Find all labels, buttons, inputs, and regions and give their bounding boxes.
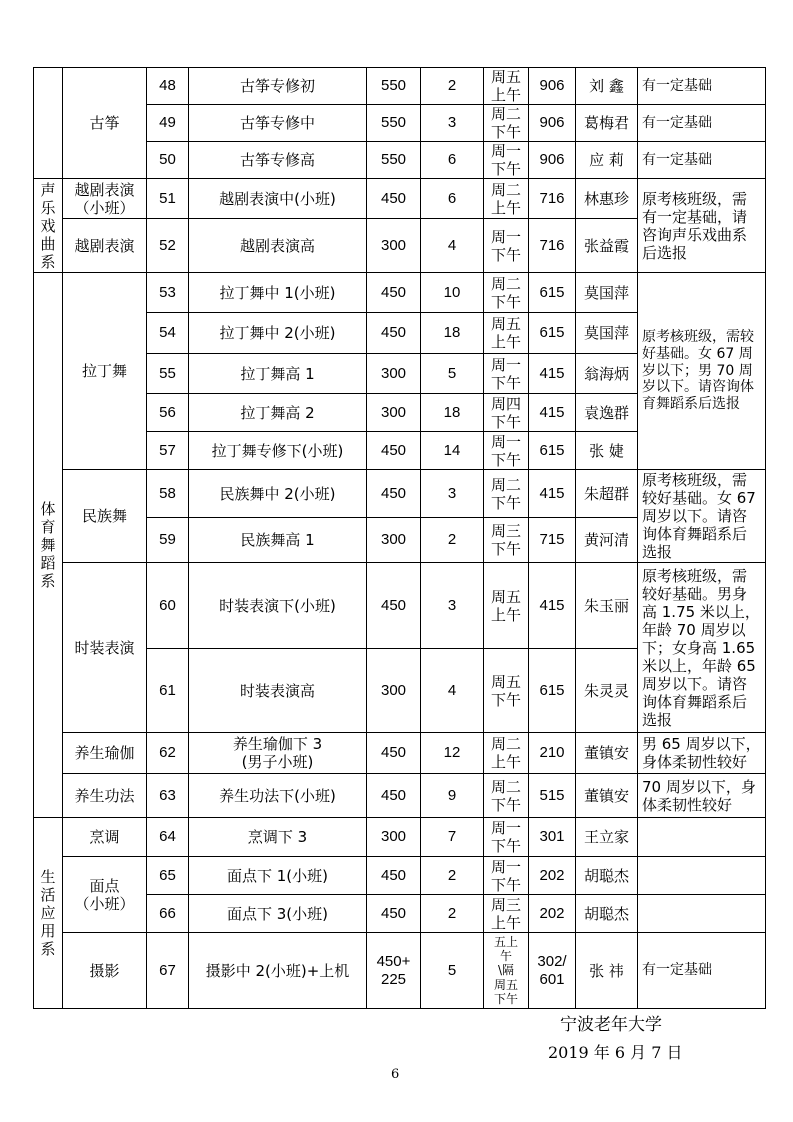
teacher: 王立家 [576,818,638,857]
teacher: 黄河清 [576,518,638,563]
class-time: 周一下午 [484,818,529,857]
course-number: 67 [147,933,189,1009]
open-seats: 6 [421,142,484,179]
remark: 原考核班级，需较好基础。男身高 1.75 米以上，年龄 70 周岁以下；女身高 1.65 米以上，年龄 65 周岁以下。请咨询体育舞蹈系后选报 [638,563,766,733]
table-row [34,273,766,313]
classroom: 202 [529,895,576,933]
tuition-fee: 300 [367,649,421,733]
subject-cell: 烹调 [63,818,147,857]
subject-cell: 越剧表演 （小班） [63,179,147,219]
teacher: 莫国萍 [576,273,638,313]
classroom: 515 [529,774,576,818]
course-name: 养生功法下(小班) [189,774,367,818]
open-seats: 3 [421,105,484,142]
classroom: 716 [529,179,576,219]
open-seats: 18 [421,313,484,354]
subject-cell: 摄影 [63,933,147,1009]
class-time: 周二下午 [484,470,529,518]
tuition-fee: 450 [367,313,421,354]
class-time: 周二上午 [484,733,529,774]
teacher: 朱玉丽 [576,563,638,649]
course-number: 65 [147,857,189,895]
teacher: 刘 鑫 [576,68,638,105]
table-row [34,68,766,105]
tuition-fee: 450 [367,857,421,895]
table-row [34,470,766,518]
remark [638,895,766,933]
course-number: 57 [147,432,189,470]
subject-cell: 养生功法 [63,774,147,818]
open-seats: 3 [421,563,484,649]
class-time: 周五上午 [484,563,529,649]
teacher: 张 婕 [576,432,638,470]
course-number: 52 [147,219,189,273]
classroom: 415 [529,354,576,394]
tuition-fee: 450 [367,774,421,818]
teacher: 张益霞 [576,219,638,273]
dept-cell: 体育舞蹈系 [34,273,63,818]
open-seats: 9 [421,774,484,818]
tuition-fee: 300 [367,354,421,394]
course-number: 55 [147,354,189,394]
teacher: 董镇安 [576,733,638,774]
classroom: 615 [529,432,576,470]
page-number: 6 [391,1067,400,1082]
open-seats: 12 [421,733,484,774]
teacher: 林惠珍 [576,179,638,219]
classroom: 615 [529,273,576,313]
remark: 有一定基础 [638,105,766,142]
tuition-fee: 450 [367,470,421,518]
table-row [34,563,766,649]
course-name: 面点下 3(小班) [189,895,367,933]
class-time: 五上午\隔周五下午 [484,933,529,1009]
class-time: 周一下午 [484,857,529,895]
subject-cell: 面点 （小班） [63,857,147,933]
course-name: 烹调下 3 [189,818,367,857]
tuition-fee: 450 [367,895,421,933]
course-number: 53 [147,273,189,313]
course-number: 54 [147,313,189,354]
tuition-fee: 300 [367,518,421,563]
teacher: 胡聪杰 [576,857,638,895]
subject-cell: 拉丁舞 [63,273,147,470]
class-time: 周二上午 [484,179,529,219]
teacher: 胡聪杰 [576,895,638,933]
remark: 原考核班级，需有一定基础，请咨询声乐戏曲系后选报 [638,179,766,273]
tuition-fee: 550 [367,105,421,142]
teacher: 应 莉 [576,142,638,179]
teacher: 朱超群 [576,470,638,518]
course-number: 62 [147,733,189,774]
class-time: 周一下午 [484,142,529,179]
course-name: 民族舞高 1 [189,518,367,563]
classroom: 210 [529,733,576,774]
remark: 男 65 周岁以下，身体柔韧性较好 [638,733,766,774]
class-time: 周五下午 [484,649,529,733]
course-name: 越剧表演中(小班) [189,179,367,219]
tuition-fee: 450 [367,733,421,774]
course-number: 66 [147,895,189,933]
course-name: 古筝专修中 [189,105,367,142]
tuition-fee: 300 [367,219,421,273]
course-number: 61 [147,649,189,733]
subject-cell: 越剧表演 [63,219,147,273]
open-seats: 10 [421,273,484,313]
table-row [34,733,766,774]
tuition-fee: 550 [367,68,421,105]
dept-cell: 生活应用系 [34,818,63,1009]
classroom: 716 [529,219,576,273]
tuition-fee: 450 [367,563,421,649]
remark: 有一定基础 [638,142,766,179]
course-name: 拉丁舞专修下(小班) [189,432,367,470]
course-number: 63 [147,774,189,818]
open-seats: 7 [421,818,484,857]
class-time: 周三上午 [484,895,529,933]
classroom: 202 [529,857,576,895]
course-name: 古筝专修初 [189,68,367,105]
course-number: 60 [147,563,189,649]
open-seats: 4 [421,649,484,733]
table-row [34,774,766,818]
dept-cell: 声乐戏曲系 [34,179,63,273]
remark [638,857,766,895]
open-seats: 3 [421,470,484,518]
course-name: 时装表演高 [189,649,367,733]
remark: 原考核班级，需较好基础。女 67 周岁以下。请咨询体育舞蹈系后选报 [638,470,766,563]
class-time: 周二下午 [484,105,529,142]
course-name: 民族舞中 2(小班) [189,470,367,518]
table-row [34,857,766,895]
issue-date: 2019 年 6 月 7 日 [548,1043,683,1062]
classroom: 715 [529,518,576,563]
open-seats: 5 [421,933,484,1009]
table-row [34,818,766,857]
subject-cell: 养生瑜伽 [63,733,147,774]
teacher: 葛梅君 [576,105,638,142]
course-number: 48 [147,68,189,105]
tuition-fee: 450+ 225 [367,933,421,1009]
class-time: 周五上午 [484,68,529,105]
teacher: 朱灵灵 [576,649,638,733]
tuition-fee: 450 [367,179,421,219]
dept-cell [34,68,63,179]
course-name: 摄影中 2(小班)+上机 [189,933,367,1009]
course-name: 面点下 1(小班) [189,857,367,895]
class-time: 周四下午 [484,394,529,432]
open-seats: 5 [421,354,484,394]
classroom: 906 [529,105,576,142]
course-name: 拉丁舞中 2(小班) [189,313,367,354]
teacher: 张 祎 [576,933,638,1009]
course-name: 拉丁舞中 1(小班) [189,273,367,313]
course-number: 64 [147,818,189,857]
course-name: 拉丁舞高 1 [189,354,367,394]
remark: 有一定基础 [638,68,766,105]
subject-cell: 时装表演 [63,563,147,733]
tuition-fee: 550 [367,142,421,179]
classroom: 906 [529,142,576,179]
open-seats: 2 [421,518,484,563]
course-number: 59 [147,518,189,563]
course-name: 拉丁舞高 2 [189,394,367,432]
tuition-fee: 450 [367,432,421,470]
open-seats: 2 [421,68,484,105]
course-number: 56 [147,394,189,432]
open-seats: 6 [421,179,484,219]
open-seats: 14 [421,432,484,470]
class-time: 周五上午 [484,313,529,354]
course-number: 58 [147,470,189,518]
course-number: 49 [147,105,189,142]
open-seats: 2 [421,857,484,895]
teacher: 莫国萍 [576,313,638,354]
class-time: 周一下午 [484,354,529,394]
course-name: 古筝专修高 [189,142,367,179]
class-time: 周二下午 [484,273,529,313]
course-name: 越剧表演高 [189,219,367,273]
classroom: 615 [529,649,576,733]
open-seats: 2 [421,895,484,933]
open-seats: 18 [421,394,484,432]
course-name: 时装表演下(小班) [189,563,367,649]
classroom: 415 [529,563,576,649]
remark [638,818,766,857]
teacher: 董镇安 [576,774,638,818]
issuer-name: 宁波老年大学 [560,1015,662,1035]
classroom: 415 [529,470,576,518]
table-row [34,179,766,219]
tuition-fee: 450 [367,273,421,313]
course-number: 50 [147,142,189,179]
remark: 70 周岁以下，身体柔韧性较好 [638,774,766,818]
subject-cell: 古筝 [63,68,147,179]
classroom: 615 [529,313,576,354]
open-seats: 4 [421,219,484,273]
tuition-fee: 300 [367,394,421,432]
teacher: 翁海炳 [576,354,638,394]
remark: 有一定基础 [638,933,766,1009]
table-row [34,933,766,1009]
class-time: 周二下午 [484,774,529,818]
classroom: 301 [529,818,576,857]
classroom: 302/ 601 [529,933,576,1009]
remark: 原考核班级，需较好基础。女 67 周岁以下；男 70 周岁以下。请咨询体育舞蹈系后选报 [638,273,766,470]
class-time: 周一下午 [484,432,529,470]
subject-cell: 民族舞 [63,470,147,563]
tuition-fee: 300 [367,818,421,857]
teacher: 袁逸群 [576,394,638,432]
course-name: 养生瑜伽下 3 (男子小班) [189,733,367,774]
classroom: 415 [529,394,576,432]
course-number: 51 [147,179,189,219]
classroom: 906 [529,68,576,105]
class-time: 周三下午 [484,518,529,563]
class-time: 周一下午 [484,219,529,273]
course-schedule-table [33,67,766,1009]
